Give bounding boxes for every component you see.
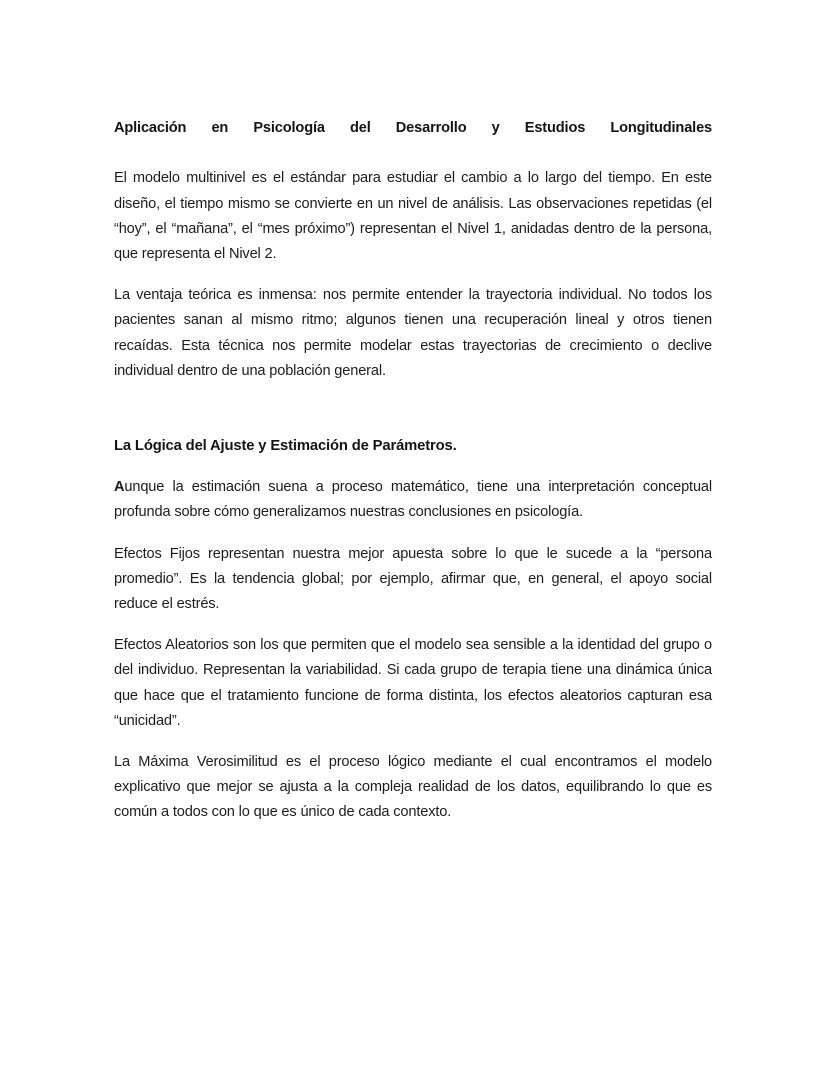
paragraph-aunque-estimacion bbox=[114, 475, 712, 525]
paragraph-initial-letter: A bbox=[114, 479, 125, 496]
paragraph-modelo-multinivel: El modelo multinivel es el estándar para estudiar el cambio a lo largo del tiempo. En este diseño, el tiempo mismo se convierte en un nivel de análisis. Las observaciones repetidas (el “hoy”, el “mañana”, el “mes próximo”) representan el Nivel 1, anidadas dentro de la persona, que representa el Nivel 2. bbox=[114, 170, 712, 263]
paragraph-efectos-fijos: Efectos Fijos representan nuestra mejor apuesta sobre lo que le sucede a la “persona promedio”. Es la tendencia global; por ejemplo, afirmar que, en general, el apoyo social reduce el estrés. bbox=[114, 545, 712, 613]
paragraph-ventaja-teorica: La ventaja teórica es inmensa: nos permite entender la trayectoria individual. No todos los pacientes sanan al mismo ritmo; algunos tienen una recuperación lineal y otros tienen recaídas. Esta técnica nos permite modelar estas trayectorias de crecimiento o declive individual dentro de una población general. bbox=[114, 287, 712, 379]
document-text-column bbox=[114, 116, 712, 826]
paragraph-aunque-estimacion-body: unque la estimación suena a proceso matemático, tiene una interpretación conceptual profunda sobre cómo generalizamos nuestras conclusiones en psicología. bbox=[114, 479, 712, 521]
section-desarrollo bbox=[114, 116, 712, 384]
paragraph-maxima-verosimilitud: La Máxima Verosimilitud es el proceso lógico mediante el cual encontramos el modelo explicativo que mejor se ajusta a la compleja realidad de los datos, equilibrando lo que es común a todos con lo que es único de cada contexto. bbox=[114, 754, 712, 821]
section-heading-logica-ajuste: La Lógica del Ajuste y Estimación de Parámetros. bbox=[114, 438, 457, 455]
paragraph-efectos-aleatorios: Efectos Aleatorios son los que permiten que el modelo sea sensible a la identidad del grupo o del individuo. Representan la variabilidad. Si cada grupo de terapia tiene una dinámica única que hace que el tratamiento funcione de forma distinta, los efectos aleatorios capturan esa “unicidad”. bbox=[114, 637, 712, 729]
section-logica-ajuste bbox=[114, 434, 712, 826]
section-heading-desarrollo: Aplicación en Psicología del Desarrollo y Estudios Longitudinales bbox=[114, 120, 712, 136]
